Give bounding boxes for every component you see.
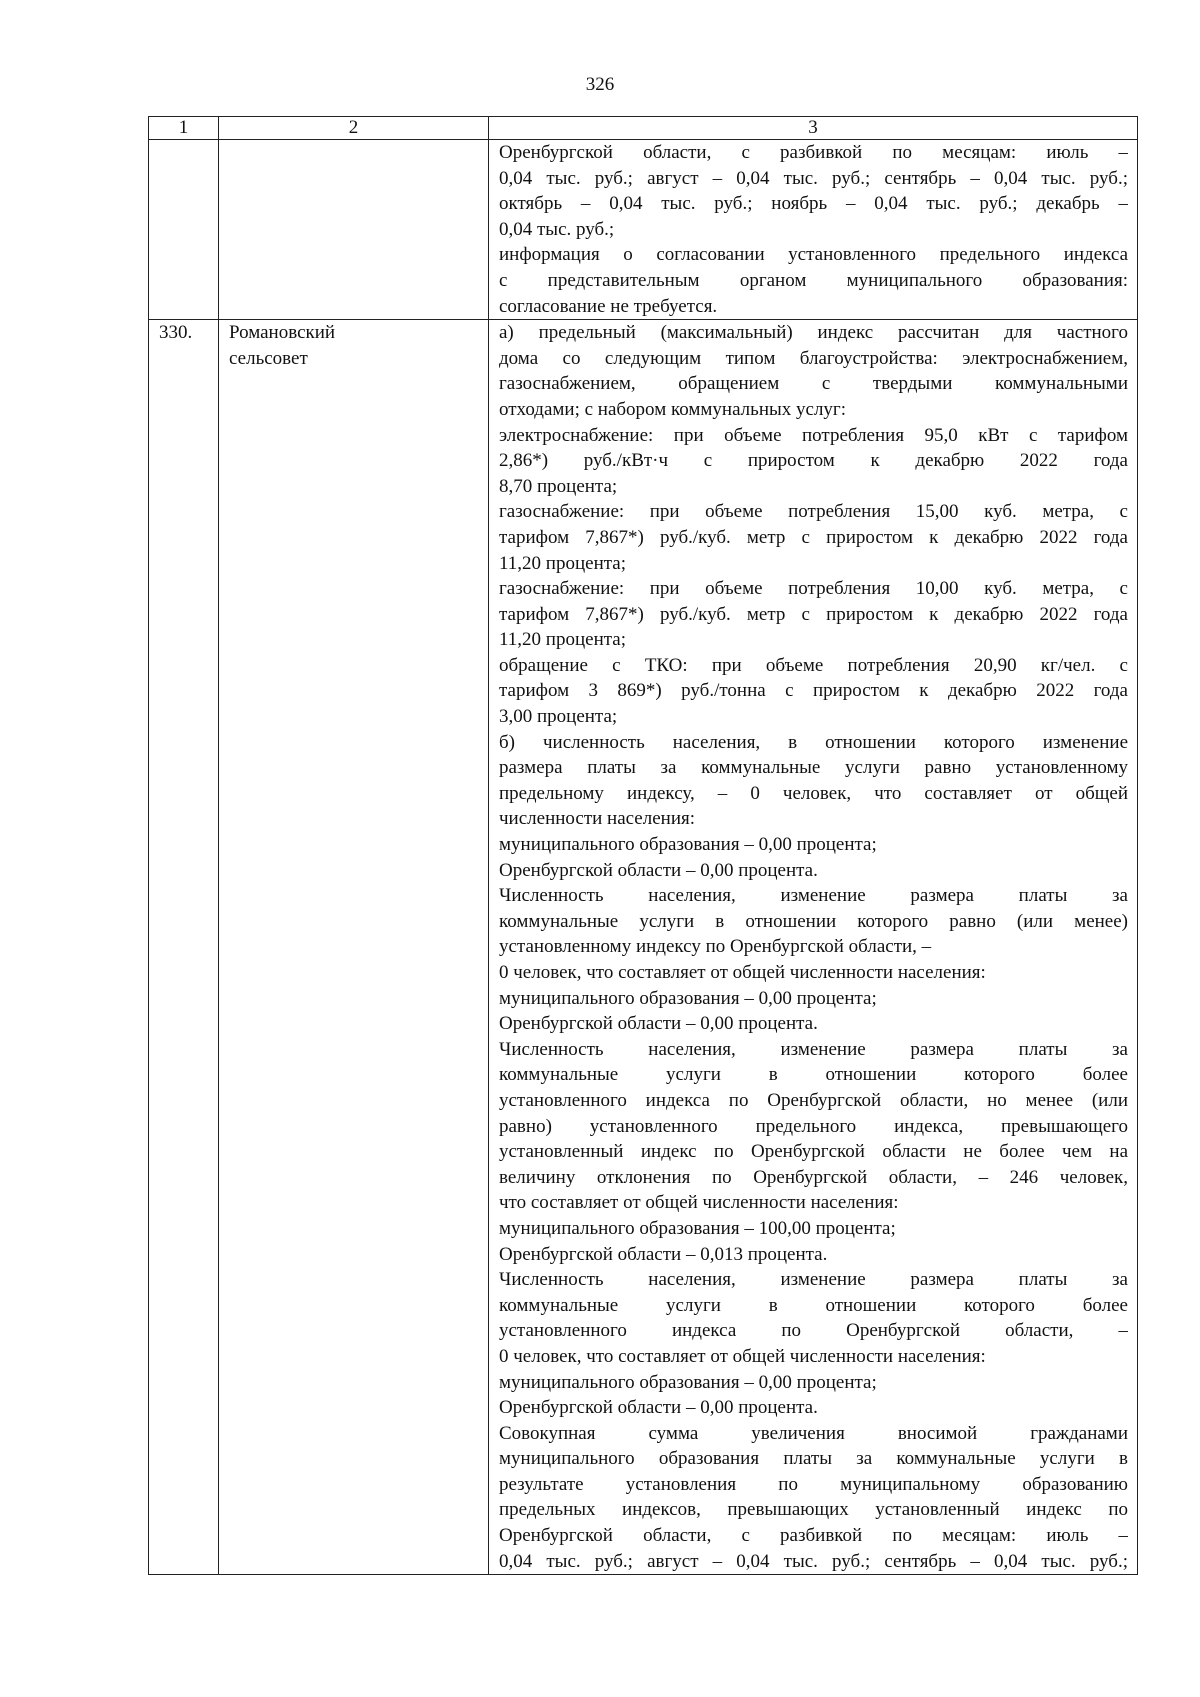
- text-line: с представительным органом муниципального образования:: [499, 269, 1128, 291]
- text-line: Совокупная сумма увеличения вносимой гражданами: [499, 1422, 1128, 1444]
- text-line: Оренбургской области – 0,013 процента.: [499, 1243, 828, 1265]
- text-line: Оренбургской области – 0,00 процента.: [499, 1013, 818, 1035]
- text-line: газоснабжение: при объеме потребления 15,00 куб. метра, с: [499, 501, 1128, 523]
- text-line: электроснабжение: при объеме потребления 95,0 кВт с тарифом: [499, 424, 1128, 446]
- text-line: газоснабжение: при объеме потребления 10,00 куб. метра, с: [499, 578, 1128, 600]
- text-line: Оренбургской области – 0,00 процента.: [499, 859, 818, 881]
- text-line: тарифом 7,867*) руб./куб. метр с приростом к декабрю 2022 года: [499, 603, 1128, 625]
- row-number-cell: 330.: [149, 320, 219, 1575]
- text-line: величину отклонения по Оренбургской области, – 246 человек,: [499, 1166, 1128, 1188]
- table-row: [149, 140, 1138, 320]
- text-line: установленному индексу по Оренбургской области, –: [499, 936, 932, 958]
- text-line: равно) установленного предельного индекса, превышающего: [499, 1115, 1128, 1137]
- text-line: Численность населения, изменение размера платы за: [499, 1038, 1128, 1060]
- text-line: коммунальные услуги в отношении которого более: [499, 1064, 1128, 1086]
- text-line: 0,04 тыс. руб.; август – 0,04 тыс. руб.; сентябрь – 0,04 тыс. руб.;: [499, 1550, 1128, 1572]
- text-line: муниципального образования – 0,00 процента;: [499, 987, 877, 1009]
- column-header: 1: [149, 117, 219, 140]
- text-line: муниципального образования платы за коммунальные услуги в: [499, 1448, 1128, 1470]
- row-name-line: Романовский: [229, 322, 336, 344]
- text-line: установленный индекс по Оренбургской области не более чем на: [499, 1141, 1128, 1163]
- text-line: предельных индексов, превышающих установленный индекс по: [499, 1499, 1128, 1521]
- text-line: Численность населения, изменение размера платы за: [499, 885, 1128, 907]
- row-number-cell: [149, 140, 219, 320]
- text-line: коммунальные услуги в отношении которого равно (или менее): [499, 910, 1128, 932]
- row-name-cell: [219, 140, 489, 320]
- text-line: результате установления по муниципальному образованию: [499, 1473, 1128, 1495]
- text-line: согласование не требуется.: [499, 295, 718, 317]
- text-line: Оренбургской области – 0,00 процента.: [499, 1397, 818, 1419]
- text-line: 0,04 тыс. руб.; август – 0,04 тыс. руб.; сентябрь – 0,04 тыс. руб.;: [499, 167, 1128, 189]
- text-line: 11,20 процента;: [499, 552, 626, 574]
- text-line: тарифом 7,867*) руб./куб. метр с приростом к декабрю 2022 года: [499, 526, 1128, 548]
- text-line: газоснабжением, обращением с твердыми коммунальными: [499, 373, 1128, 395]
- text-line: тарифом 3 869*) руб./тонна с приростом к декабрю 2022 года: [499, 680, 1128, 702]
- row-name-line: сельсовет: [229, 347, 308, 369]
- text-line: а) предельный (максимальный) индекс рассчитан для частного: [499, 322, 1128, 344]
- text-line: муниципального образования – 0,00 процента;: [499, 1371, 877, 1393]
- column-header: 2: [219, 117, 489, 140]
- text-line: установленного индекса по Оренбургской области, но менее (или: [499, 1089, 1128, 1111]
- text-line: информация о согласовании установленного предельного индекса: [499, 244, 1128, 266]
- text-line: коммунальные услуги в отношении которого более: [499, 1294, 1128, 1316]
- text-line: обращение с ТКО: при объеме потребления 20,90 кг/чел. с: [499, 654, 1128, 676]
- text-line: б) численность населения, в отношении которого изменение: [499, 731, 1128, 753]
- text-line: отходами; с набором коммунальных услуг:: [499, 398, 847, 420]
- row-name-cell: [219, 320, 489, 1575]
- table-header-row: [149, 117, 1138, 140]
- text-line: октябрь – 0,04 тыс. руб.; ноябрь – 0,04 тыс. руб.; декабрь –: [499, 193, 1128, 215]
- text-line: Оренбургской области, с разбивкой по месяцам: июль –: [499, 142, 1128, 163]
- text-line: численности населения:: [499, 808, 696, 830]
- data-table: [148, 116, 1138, 1575]
- text-line: установленного индекса по Оренбургской области, –: [499, 1320, 1128, 1342]
- text-line: дома со следующим типом благоустройства: электроснабжением,: [499, 347, 1128, 369]
- text-line: 0 человек, что составляет от общей численности населения:: [499, 1345, 986, 1367]
- page-number: 326: [585, 74, 615, 95]
- text-line: 11,20 процента;: [499, 629, 626, 651]
- text-line: муниципального образования – 100,00 процента;: [499, 1217, 896, 1239]
- text-line: что составляет от общей численности населения:: [499, 1192, 899, 1214]
- text-line: муниципального образования – 0,00 процента;: [499, 834, 877, 856]
- text-line: предельному индексу, – 0 человек, что составляет от общей: [499, 782, 1128, 804]
- column-header: 3: [489, 117, 1138, 140]
- text-line: Численность населения, изменение размера платы за: [499, 1269, 1128, 1291]
- text-line: Оренбургской области, с разбивкой по месяцам: июль –: [499, 1525, 1128, 1547]
- text-line: 0 человек, что составляет от общей численности населения:: [499, 962, 986, 983]
- table-row: [149, 320, 1138, 1575]
- text-line: 0,04 тыс. руб.;: [499, 218, 615, 240]
- row-text-cell: [489, 140, 1138, 320]
- text-line: 3,00 процента;: [499, 706, 618, 728]
- text-line: 2,86*) руб./кВт·ч с приростом к декабрю 2022 года: [499, 450, 1128, 472]
- text-line: размера платы за коммунальные услуги равно установленному: [499, 757, 1128, 779]
- text-line: 8,70 процента;: [499, 475, 618, 497]
- row-text-cell: [489, 320, 1138, 1575]
